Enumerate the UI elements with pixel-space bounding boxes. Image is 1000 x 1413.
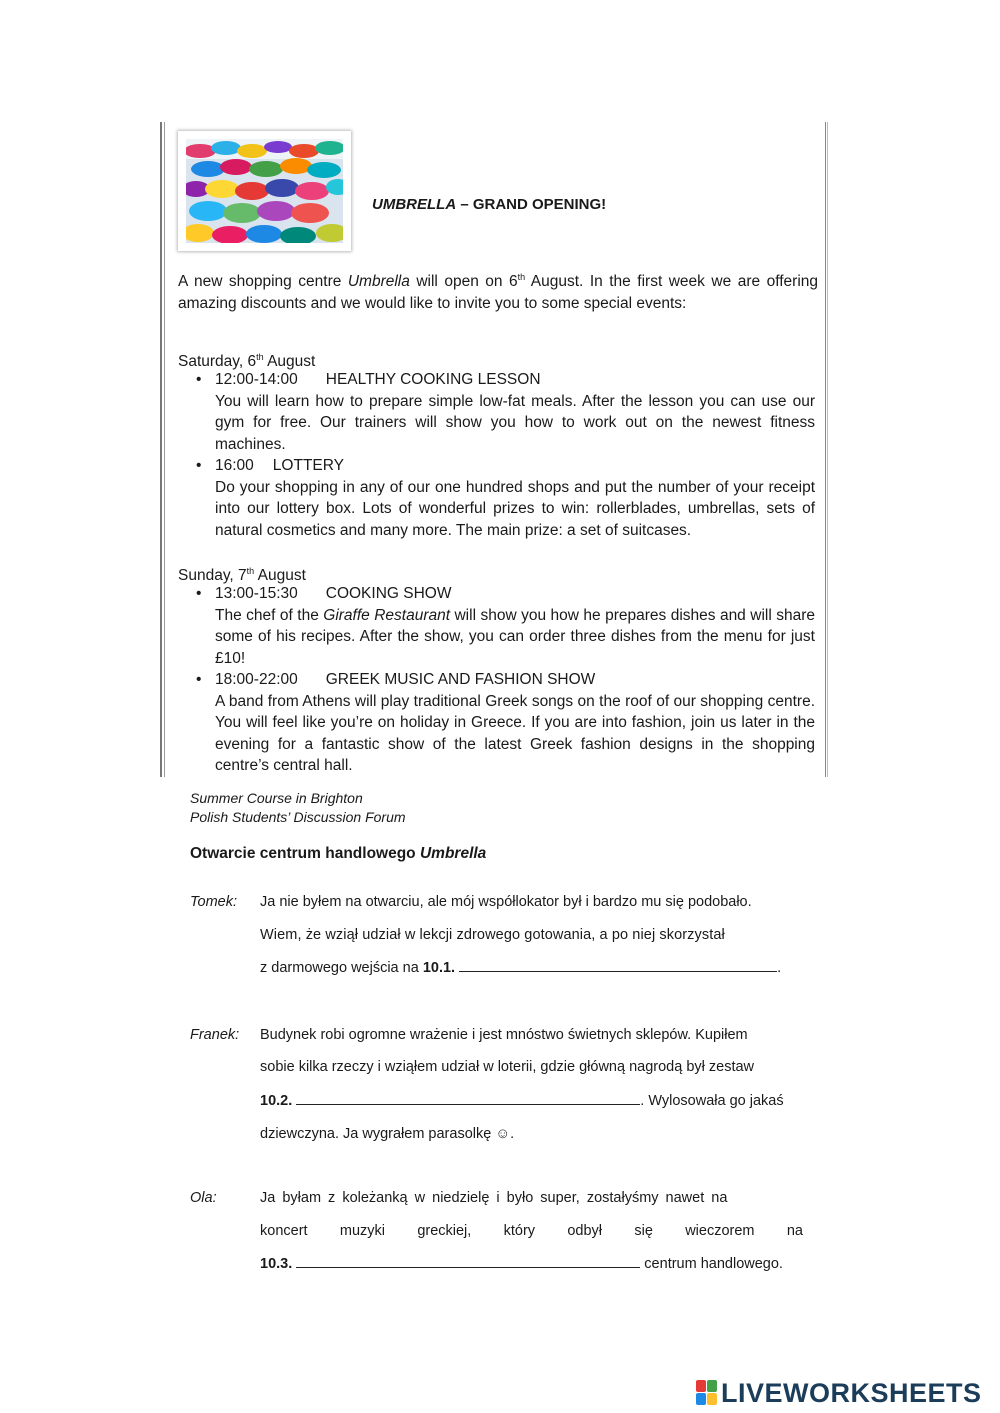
post-word: koncert: [260, 1223, 308, 1239]
event-time: 13:00-15:30: [215, 585, 298, 602]
logo-text: LIVEWORKSHEETS: [721, 1377, 982, 1408]
post-line: Budynek robi ogromne wrażenie i jest mnóstwo świetnych sklepów. Kupiłem: [260, 1027, 748, 1043]
post-line: sobie kilka rzeczy i wziąłem udział w loterii, gdzie główną nagrodą był zestaw: [260, 1059, 755, 1075]
bullet-icon: •: [196, 671, 202, 688]
post-line: Ja byłam z koleżanką w niedzielę i było super, zostałyśmy nawet na: [260, 1190, 728, 1206]
event-name: GREEK MUSIC AND FASHION SHOW: [325, 671, 596, 688]
event-time: 12:00-14:00: [215, 371, 298, 388]
speaker-name: Tomek:: [190, 894, 238, 910]
event-head: [215, 369, 541, 391]
day1-sup: th: [256, 352, 264, 362]
speaker-name: Ola:: [190, 1190, 217, 1206]
forum-title-text: Otwarcie centrum handlowego: [190, 845, 420, 862]
headline-text: – GRAND OPENING!: [456, 196, 607, 213]
post-text: . Wylosowała go jakaś: [640, 1093, 784, 1109]
post-word: odbył: [567, 1223, 603, 1239]
headline-brand: UMBRELLA: [372, 196, 457, 213]
post-line: [260, 960, 803, 976]
bullet-icon: •: [196, 457, 202, 474]
leaflet-intro: [178, 267, 818, 314]
post-text: .: [777, 960, 782, 976]
post-word: na: [786, 1223, 803, 1239]
liveworksheets-logo-icon: [696, 1380, 718, 1406]
post-line: [260, 1093, 803, 1109]
event-description: A band from Athens will play traditional Greek songs on the roof of our shopping centre. You will feel like you’re on holiday in Greece. If you are into fashion, join us later in the evening for a fantastic show of the latest Greek fashion designs in the shopping centre’s central hall.: [215, 692, 815, 774]
post-word: greckiej,: [417, 1223, 472, 1239]
answer-blank-10-2[interactable]: [296, 1093, 640, 1105]
leaflet-right-border: [825, 122, 828, 777]
forum-title: [190, 845, 486, 863]
event-head: [215, 583, 451, 605]
leaflet-headline: [372, 196, 606, 213]
post-line: Wiem, że wziął udział w lekcji zdrowego gotowania, a po niej skorzystał: [260, 927, 725, 943]
day2-rest: August: [254, 567, 306, 585]
post-word: który: [503, 1223, 536, 1239]
post-word: się: [634, 1223, 653, 1239]
umbrellas-photo: [178, 131, 351, 251]
post-text: z darmowego wejścia na: [260, 960, 423, 976]
forum-source-line: Summer Course in Brighton: [190, 790, 363, 806]
day1-rest: August: [263, 353, 316, 371]
post-line: dziewczyna. Ja wygrałem parasolkę ☺.: [260, 1126, 515, 1142]
event-name: LOTTERY: [272, 457, 344, 474]
event-time: 16:00: [215, 457, 254, 474]
answer-blank-10-3[interactable]: [296, 1256, 640, 1268]
post-line: Ja nie byłem na otwarciu, ale mój współlokator był i bardzo mu się podobało.: [260, 894, 752, 910]
post-word: wieczorem: [685, 1223, 755, 1239]
day2-sup: th: [246, 566, 255, 576]
answer-blank-10-1[interactable]: [459, 960, 777, 972]
event-body-2: will show you how he prepares dishes and will share some of his recipes. After the show, you can order three dishes from the menu for just £10!: [215, 606, 815, 667]
umbrellas-photo-icon: [186, 139, 343, 243]
blank-number: 10.1.: [422, 960, 456, 976]
event-description: Do your shopping in any of our one hundred shops and put the number of your receipt into our lottery box. Lots of wonderful prizes to win: rollerblades, umbrellas, sets of natural cosmetics and many more. The main prize: a set of suitcases.: [215, 478, 815, 539]
leaflet-left-border: [160, 122, 166, 777]
event-time: 18:00-22:00: [215, 671, 298, 688]
intro-sup: th: [517, 272, 526, 282]
post-word: muzyki: [339, 1223, 385, 1239]
event-item: [196, 455, 821, 541]
intro-brand: Umbrella: [347, 273, 410, 291]
bullet-icon: •: [196, 371, 202, 388]
speaker-name: Franek:: [190, 1027, 240, 1043]
intro-text-1: A new shopping centre: [178, 273, 348, 291]
post-line: [260, 1223, 803, 1239]
event-item: [196, 669, 821, 777]
event-name: HEALTHY COOKING LESSON: [325, 371, 541, 388]
intro-text-2: will open on 6: [409, 273, 518, 291]
bullet-icon: •: [196, 585, 202, 602]
day1-label: Saturday, 6: [178, 353, 257, 371]
event-description: You will learn how to prepare simple low-fat meals. After the lesson you can use our gym for free. Our trainers will show you how to work out on the newest fitness machines.: [215, 392, 815, 453]
blank-number: 10.2.: [260, 1093, 293, 1109]
event-body-em: Giraffe Restaurant: [323, 606, 451, 624]
day2-label: Sunday, 7: [178, 567, 247, 585]
event-description: [215, 605, 815, 670]
forum-title-brand: Umbrella: [419, 845, 487, 862]
event-head: [215, 669, 595, 691]
post-line: [260, 1256, 803, 1272]
intro-text-3: August. In the first week we are offering amazing discounts and we would like to invite you to some special events:: [178, 273, 818, 312]
event-item: [196, 369, 821, 455]
event-head: [215, 455, 344, 477]
event-body-1: The chef of the: [215, 606, 324, 624]
forum-source-line: Polish Students’ Discussion Forum: [190, 809, 406, 825]
event-item: [196, 583, 821, 669]
event-name: COOKING SHOW: [325, 585, 452, 602]
liveworksheets-logo: [696, 1378, 982, 1408]
blank-number: 10.3.: [260, 1256, 293, 1272]
post-text: centrum handlowego.: [640, 1256, 783, 1272]
